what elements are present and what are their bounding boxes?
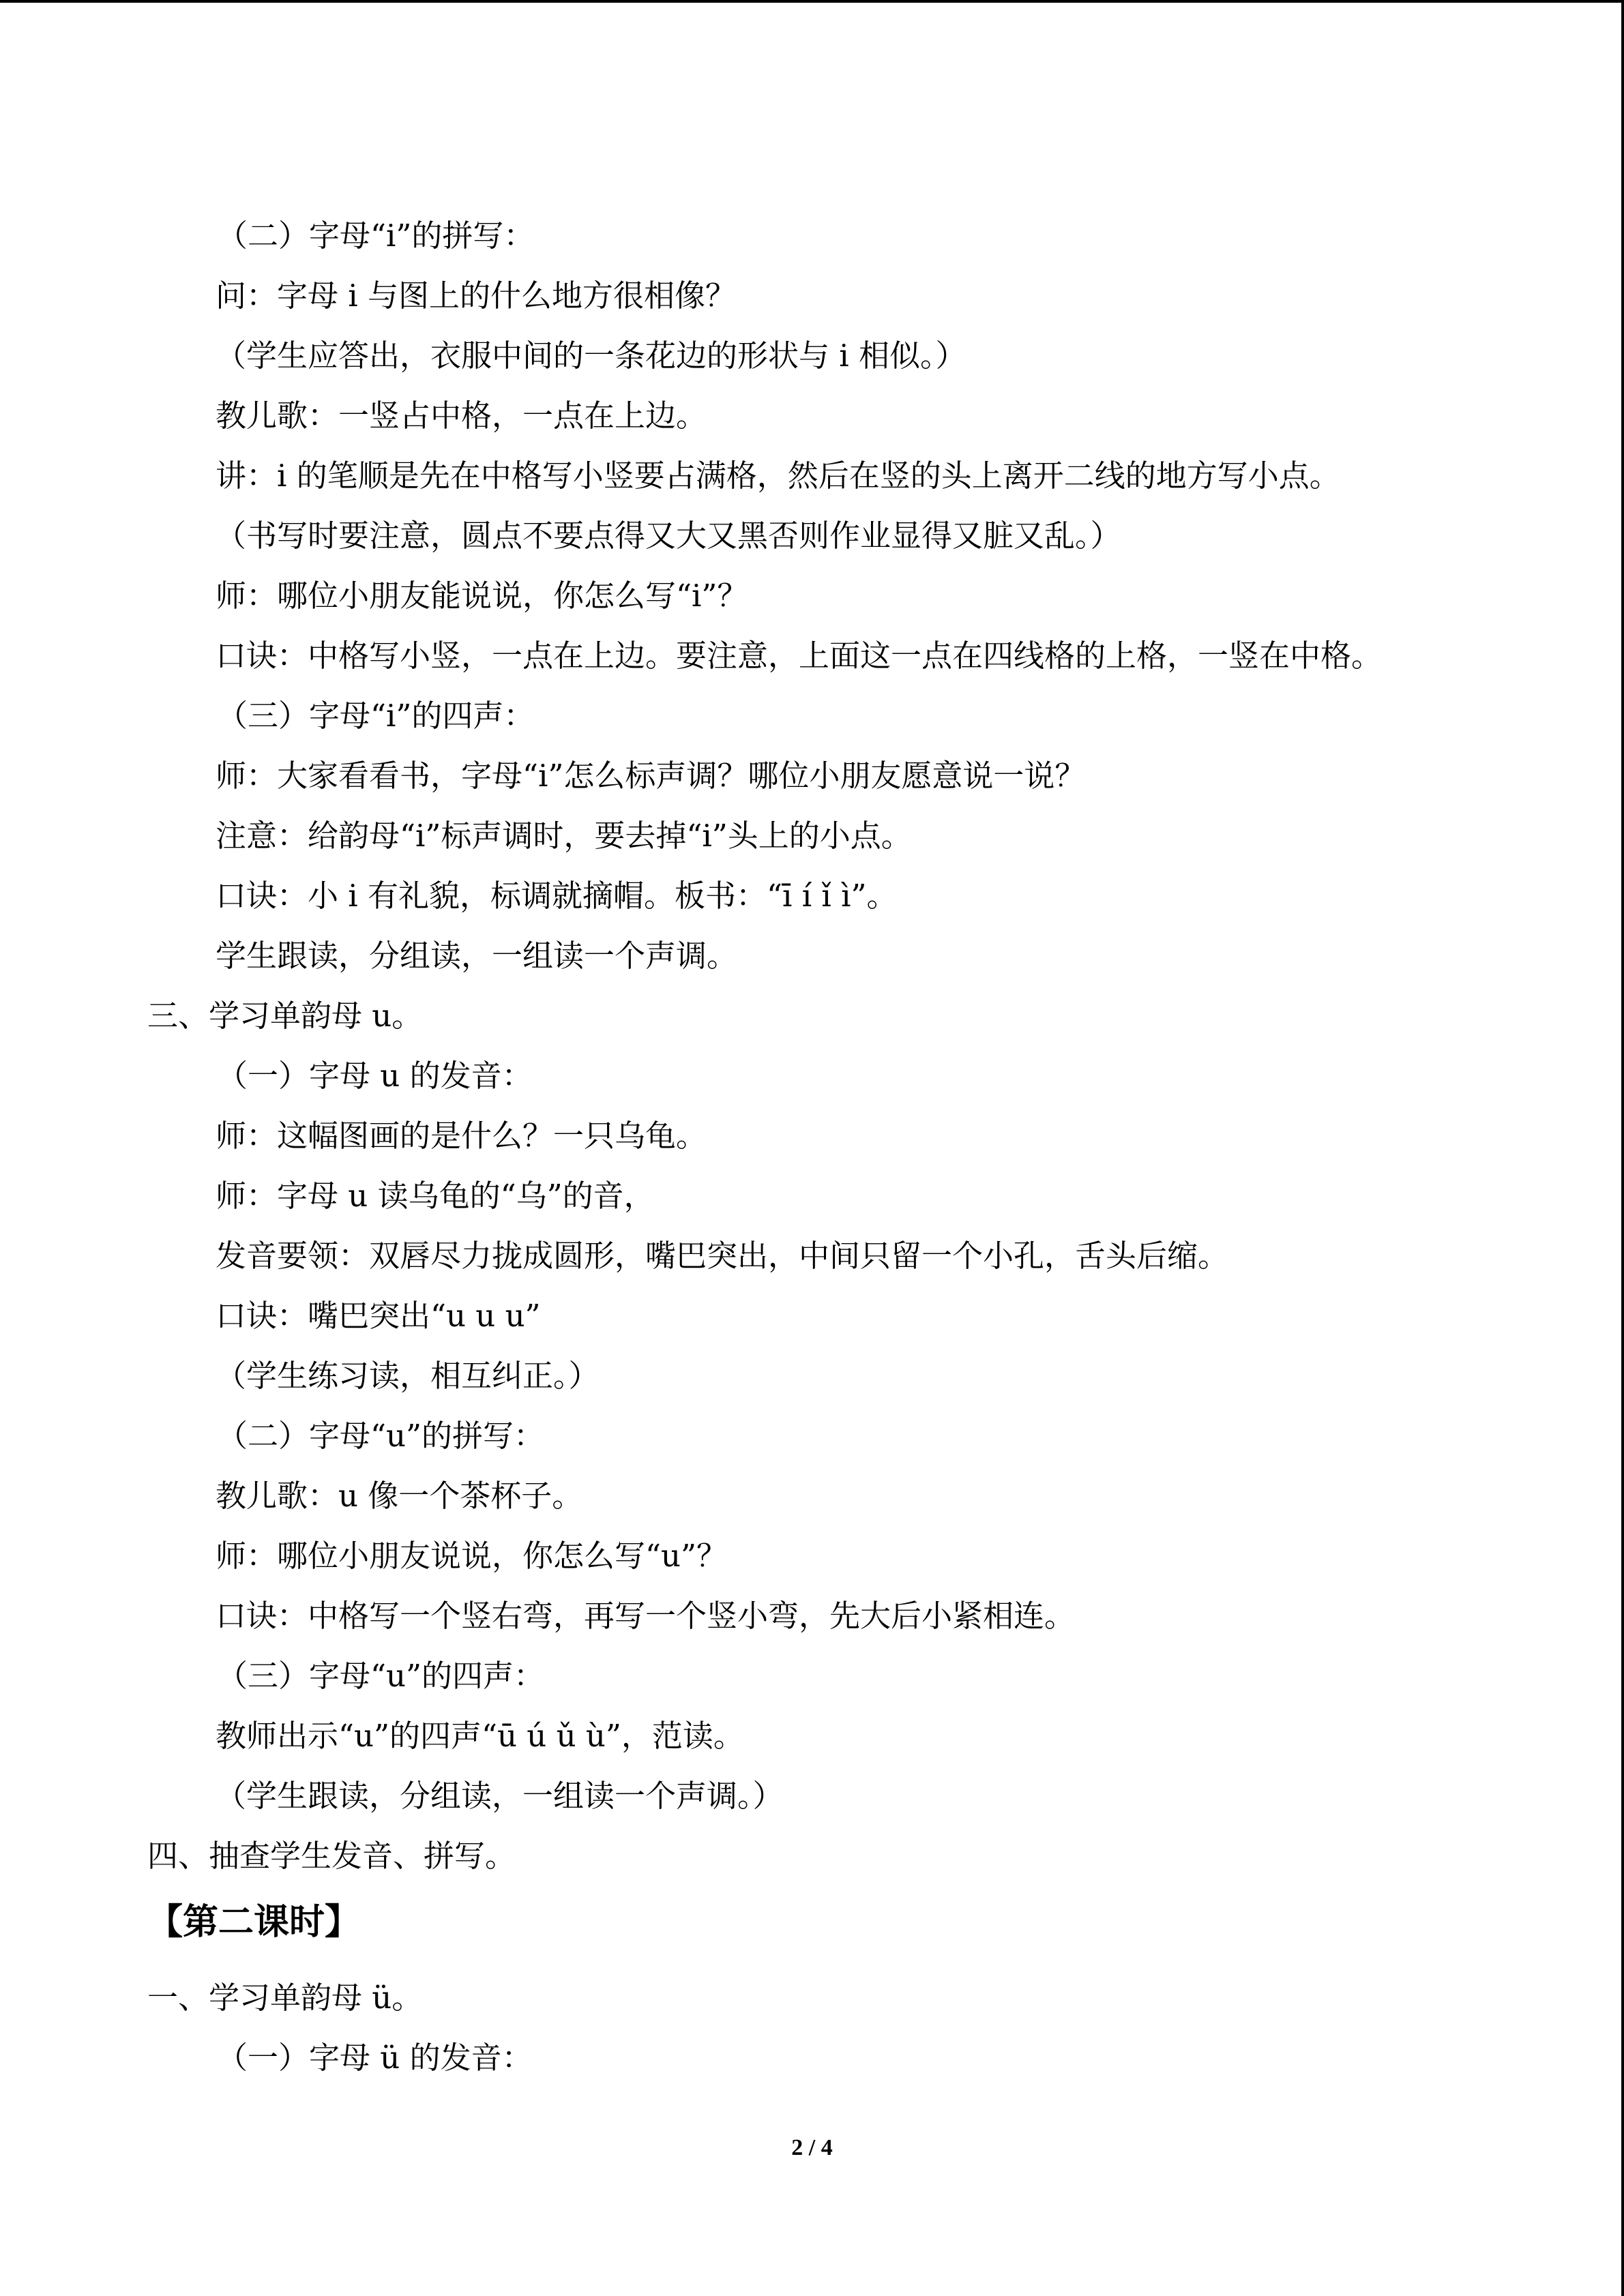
text-line: 教儿歌：一竖占中格，一点在上边。: [216, 398, 707, 434]
text-line: 师：哪位小朋友能说说，你怎么写“i”？: [216, 578, 748, 614]
lesson-heading: 【第二课时】: [147, 1902, 361, 1943]
text-line: 师：字母 u 读乌龟的“乌”的音，: [216, 1178, 655, 1214]
text-line: 师：大家看看书，字母“i”怎么标声调？哪位小朋友愿意说一说？: [216, 758, 1086, 794]
text-line: 注意：给韵母“i”标声调时，要去掉“i”头上的小点。: [216, 818, 912, 854]
page-number: 2 / 4: [791, 2135, 833, 2160]
text-line: 口诀：嘴巴突出“u u u”: [216, 1298, 541, 1334]
text-line: （学生跟读，分组读，一组读一个声调。）: [216, 1778, 784, 1814]
text-line: （学生练习读，相互纠正。）: [216, 1358, 600, 1394]
text-line: 师：哪位小朋友说说，你怎么写“u”？: [216, 1538, 727, 1574]
text-line: 讲：i 的笔顺是先在中格写小竖要占满格，然后在竖的头上离开二线的地方写小点。: [216, 458, 1340, 494]
page-top-border: [0, 0, 1624, 3]
text-line: （一）字母 u 的发音：: [217, 1058, 533, 1094]
text-line: （书写时要注意，圆点不要点得又大又黑否则作业显得又脏又乱。）: [216, 518, 1121, 554]
text-line: （三）字母“u”的四声：: [217, 1658, 544, 1694]
text-line: （二）字母“u”的拼写：: [217, 1418, 544, 1454]
section-item: 四、抽查学生发音、拼写。: [147, 1838, 516, 1874]
text-line: （学生应答出，衣服中间的一条花边的形状与 i 相似。）: [216, 338, 966, 374]
text-line: 口诀：中格写一个竖右弯，再写一个竖小弯，先大后小紧相连。: [216, 1598, 1076, 1634]
text-line: 口诀：中格写小竖，一点在上边。要注意，上面这一点在四线格的上格，一竖在中格。: [216, 638, 1383, 674]
text-line: （二）字母“i”的拼写：: [217, 218, 535, 254]
section-item: 一、学习单韵母 ü。: [147, 1980, 423, 2016]
text-line: （三）字母“i”的四声：: [217, 698, 535, 734]
text-line: 发音要领：双唇尽力拢成圆形，嘴巴突出，中间只留一个小孔，舌头后缩。: [216, 1238, 1229, 1274]
text-line: （一）字母 ü 的发音：: [217, 2040, 533, 2076]
text-line: 问：字母 i 与图上的什么地方很相像？: [216, 278, 737, 314]
text-line: 口诀：小 i 有礼貌，标调就摘帽。板书：“ī í ǐ ì”。: [216, 878, 898, 914]
text-line: 学生跟读，分组读，一组读一个声调。: [216, 938, 738, 974]
text-line: 教儿歌：u 像一个茶杯子。: [216, 1478, 583, 1514]
section-item: 三、学习单韵母 u。: [147, 998, 423, 1034]
page-right-border: [1621, 0, 1624, 2296]
text-line: 师：这幅图画的是什么？一只乌龟。: [216, 1118, 707, 1154]
text-line: 教师出示“u”的四声“ū ú ǔ ù”，范读。: [216, 1718, 744, 1754]
